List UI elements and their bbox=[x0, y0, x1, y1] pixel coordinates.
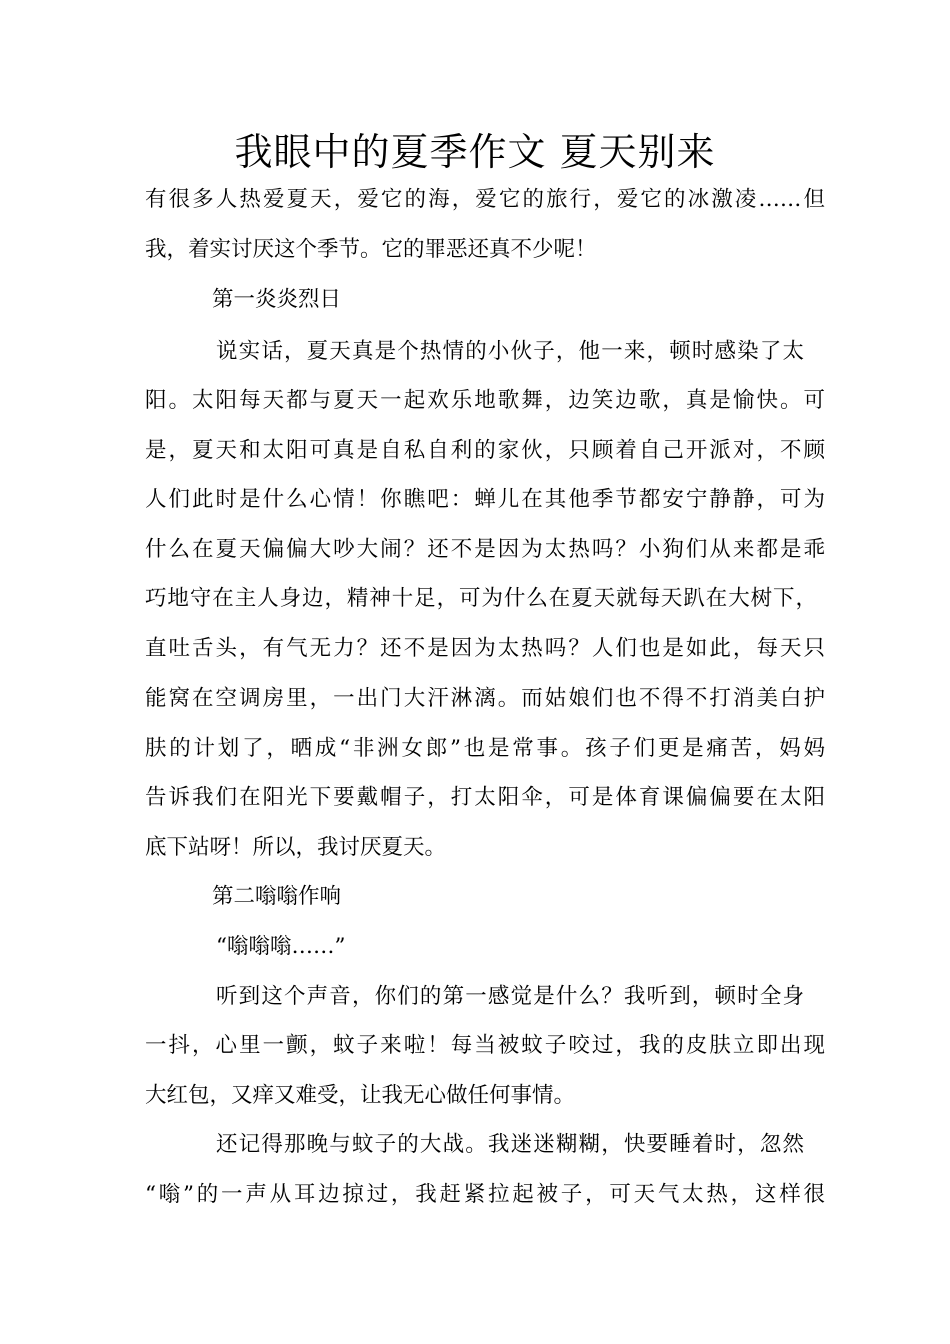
paragraph-line: 直吐舌头，有气无力？还不是因为太热吗？人们也是如此，每天只 bbox=[145, 636, 825, 661]
section-heading: 第二嗡嗡作响 bbox=[212, 884, 342, 909]
paragraph-line: 有很多人热爱夏天，爱它的海，爱它的旅行，爱它的冰激凌……但 bbox=[145, 187, 825, 212]
paragraph-line: “嗡”的一声从耳边掠过，我赶紧拉起被子，可天气太热，这样很 bbox=[145, 1182, 825, 1207]
paragraph-line: 一抖，心里一颤，蚊子来啦！每当被蚊子咬过，我的皮肤立即出现 bbox=[145, 1033, 825, 1058]
paragraph-line: 人们此时是什么心情！你瞧吧：蝉儿在其他季节都安宁静静，可为 bbox=[145, 487, 825, 512]
paragraph-line: 还记得那晚与蚊子的大战。我迷迷糊糊，快要睡着时，忽然 bbox=[216, 1132, 804, 1157]
page-title: 我眼中的夏季作文 夏天别来 bbox=[234, 130, 716, 174]
paragraph-line: 告诉我们在阳光下要戴帽子，打太阳伞，可是体育课偏偏要在太阳 bbox=[145, 785, 825, 810]
paragraph-line: 能窝在空调房里，一出门大汗淋漓。而姑娘们也不得不打消美白护 bbox=[145, 686, 825, 711]
paragraph-line: 我，着实讨厌这个季节。它的罪恶还真不少呢！ bbox=[145, 237, 597, 262]
paragraph-line: 听到这个声音，你们的第一感觉是什么？我听到，顿时全身 bbox=[216, 984, 804, 1009]
section-heading: 第一炎炎烈日 bbox=[212, 287, 342, 312]
paragraph-line: 大红包，又痒又难受，让我无心做任何事情。 bbox=[145, 1083, 576, 1108]
paragraph-line: 肤的计划了，晒成“非洲女郎”也是常事。孩子们更是痛苦，妈妈 bbox=[145, 736, 825, 761]
paragraph-line: 什么在夏天偏偏大吵大闹？还不是因为太热吗？小狗们从来都是乖 bbox=[145, 537, 825, 562]
paragraph-line: 底下站呀！所以，我讨厌夏天。 bbox=[145, 835, 447, 860]
paragraph-line: 说实话，夏天真是个热情的小伙子，他一来，顿时感染了太 bbox=[216, 339, 804, 364]
paragraph-line: “嗡嗡嗡……” bbox=[216, 934, 346, 959]
paragraph-line: 阳。太阳每天都与夏天一起欢乐地歌舞，边笑边歌，真是愉快。可 bbox=[145, 388, 825, 413]
paragraph-line: 巧地守在主人身边，精神十足，可为什么在夏天就每天趴在大树下， bbox=[145, 586, 817, 611]
paragraph-line: 是，夏天和太阳可真是自私自利的家伙，只顾着自己开派对，不顾 bbox=[145, 438, 825, 463]
